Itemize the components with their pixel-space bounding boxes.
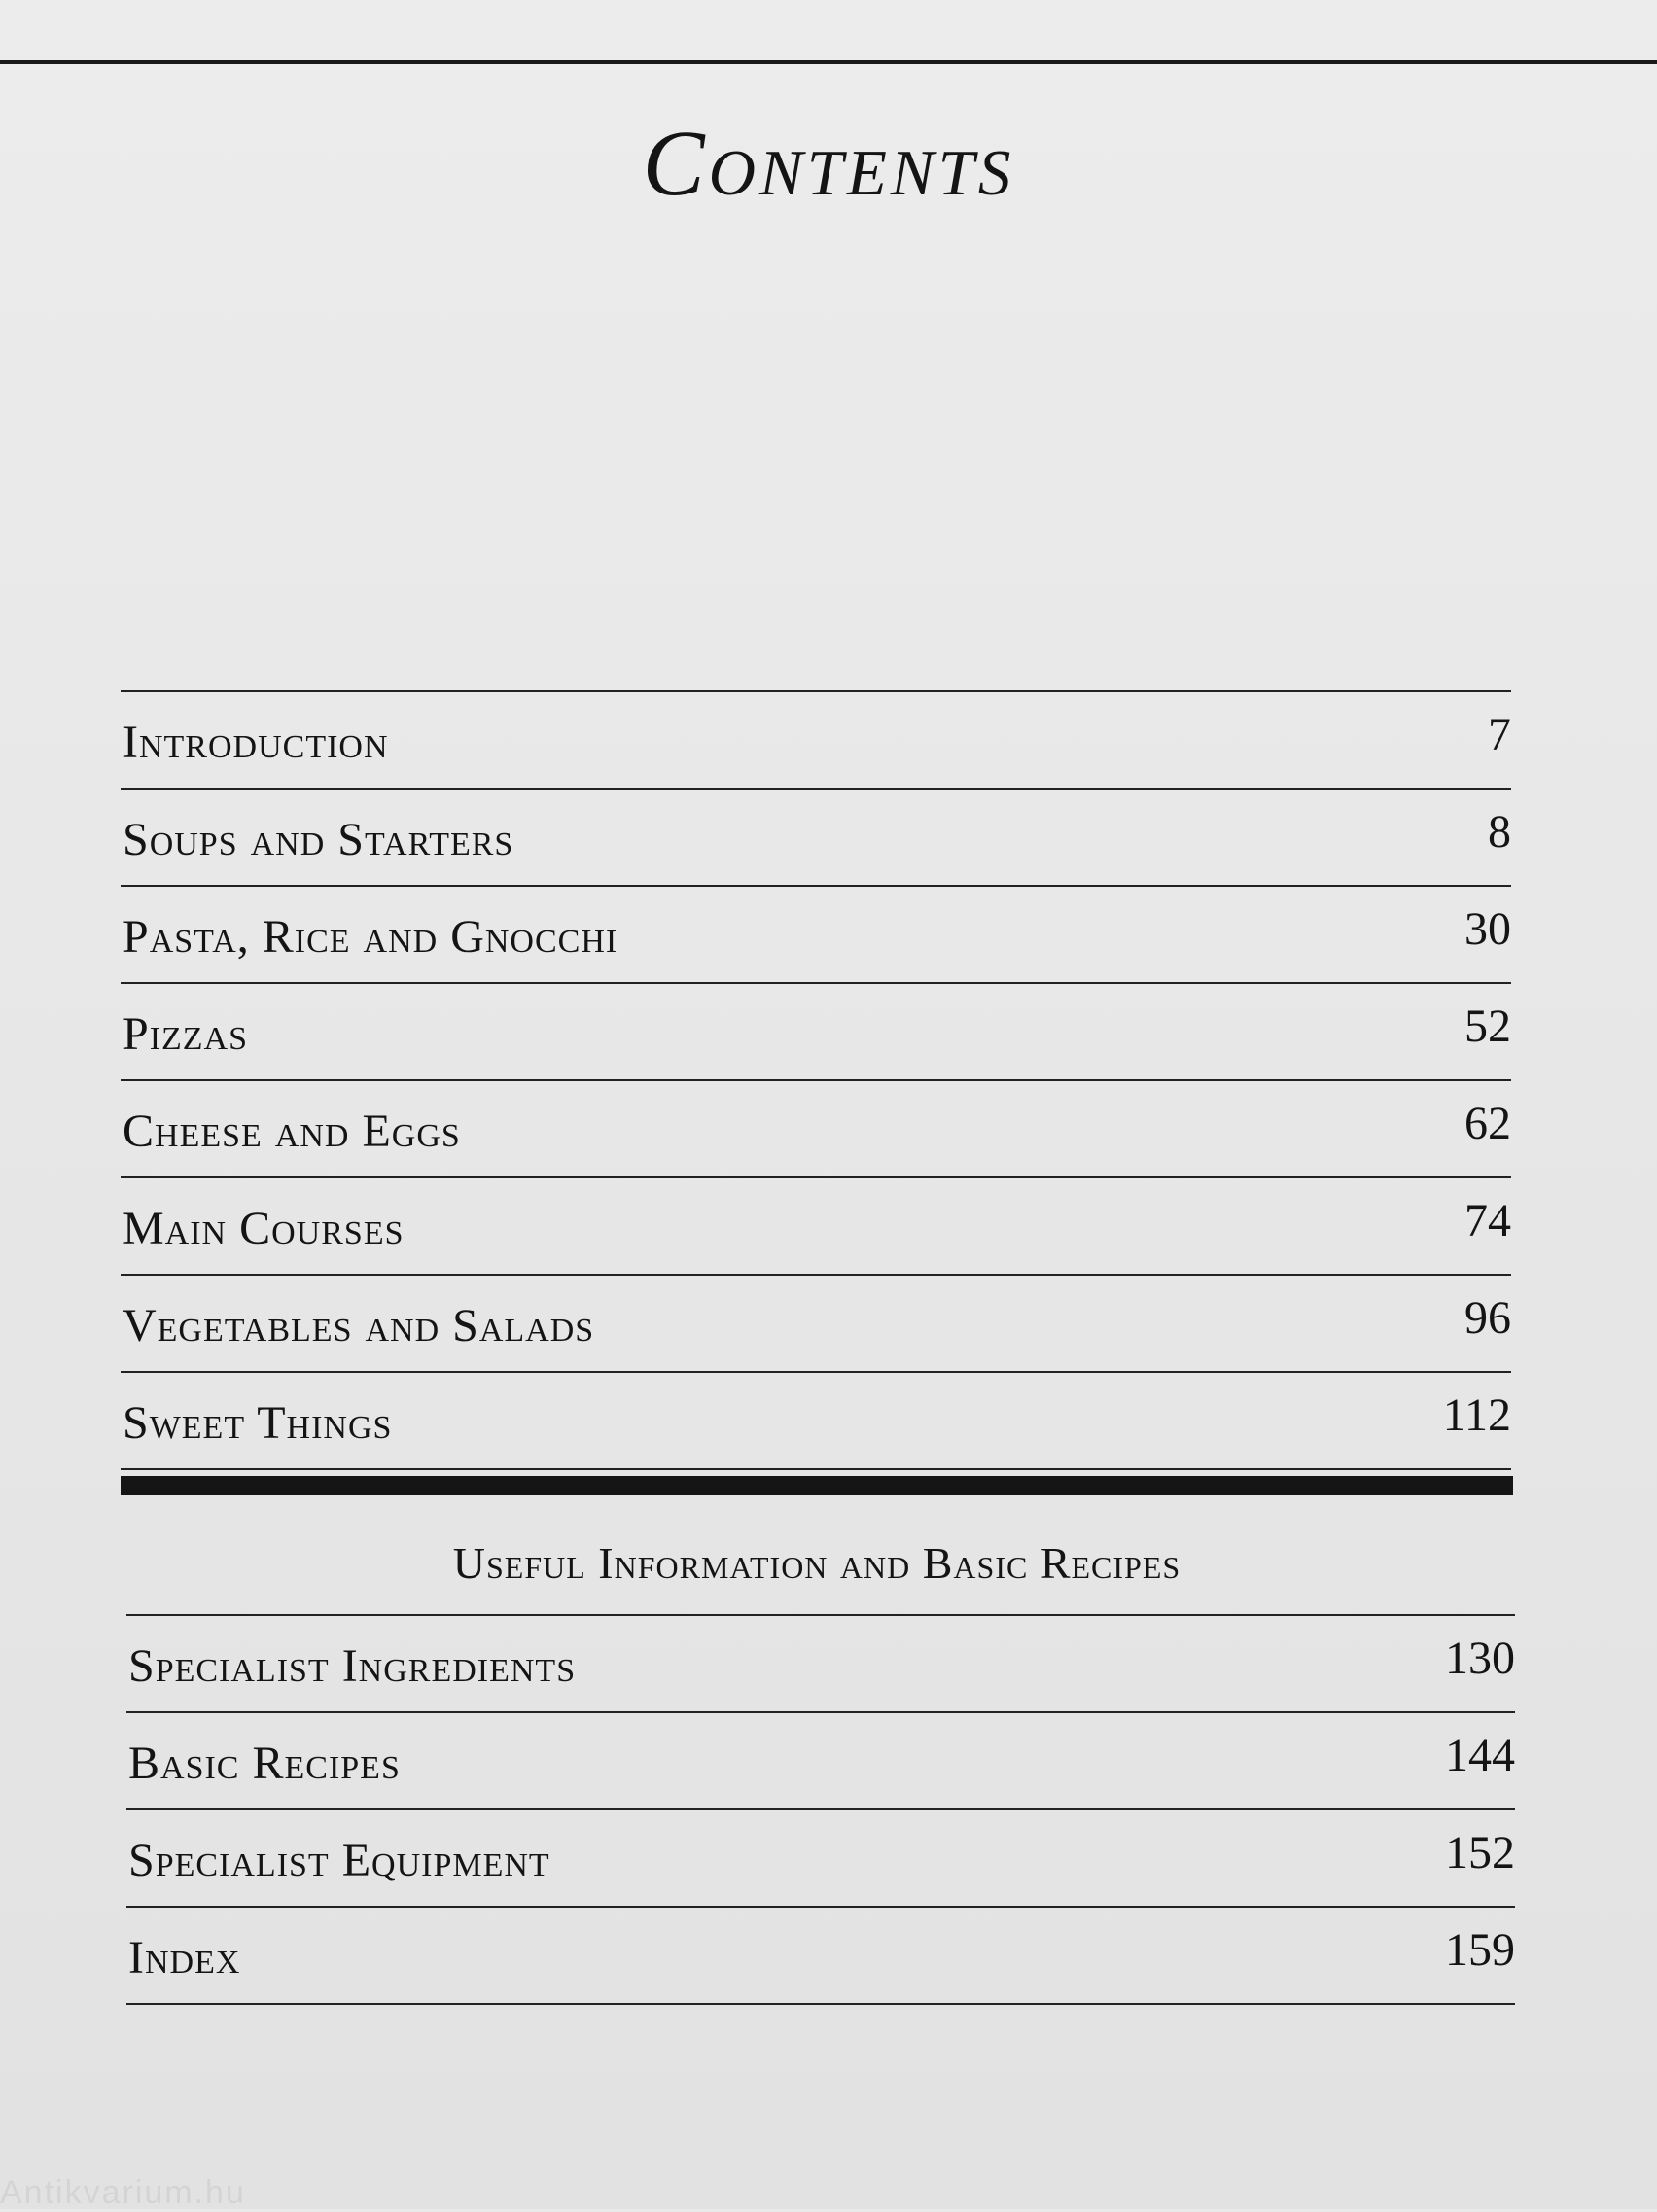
toc-entry-cheese-and-eggs: [121, 1081, 1511, 1178]
toc-entry-page: 130: [1445, 1633, 1515, 1684]
watermark: Antikvarium.hu: [0, 2174, 246, 2211]
toc-entry-page: 52: [1464, 1001, 1511, 1052]
toc-entry-label: Soups and Starters: [123, 814, 514, 865]
contents-list: [121, 690, 1511, 1470]
toc-entry-pasta-rice-gnocchi: [121, 887, 1511, 984]
section-divider-bar: [121, 1476, 1513, 1495]
toc-entry-soups-and-starters: [121, 790, 1511, 887]
reference-list: [126, 1614, 1515, 2005]
toc-entry-sweet-things: [121, 1373, 1511, 1470]
toc-entry-label: Specialist Ingredients: [128, 1640, 577, 1692]
toc-entry-pizzas: [121, 984, 1511, 1081]
toc-entry-index: [126, 1908, 1515, 2005]
toc-entry-label: Cheese and Eggs: [123, 1106, 461, 1157]
toc-entry-label: Pizzas: [123, 1008, 249, 1060]
page-title: Contents: [642, 111, 1015, 215]
toc-entry-label: Basic Recipes: [128, 1738, 401, 1789]
toc-entry-page: 152: [1445, 1827, 1515, 1878]
toc-entry-page: 159: [1445, 1924, 1515, 1976]
toc-entry-page: 62: [1464, 1098, 1511, 1149]
toc-entry-label: Sweet Things: [123, 1397, 393, 1449]
toc-entry-specialist-ingredients: [126, 1616, 1515, 1713]
toc-entry-label: Main Courses: [123, 1203, 405, 1254]
toc-entry-label: Pasta, Rice and Gnocchi: [123, 911, 618, 963]
toc-entry-main-courses: [121, 1178, 1511, 1276]
toc-entry-label: Introduction: [123, 717, 389, 768]
toc-entry-page: 112: [1442, 1389, 1511, 1441]
toc-entry-specialist-equipment: [126, 1810, 1515, 1908]
section-heading: Useful Information and Basic Recipes: [452, 1538, 1181, 1588]
toc-entry-page: 74: [1464, 1195, 1511, 1246]
toc-entry-basic-recipes: [126, 1713, 1515, 1810]
toc-entry-label: Specialist Equipment: [128, 1835, 550, 1886]
toc-entry-page: 7: [1488, 709, 1511, 760]
toc-entry-page: 96: [1464, 1292, 1511, 1344]
toc-entry-page: 30: [1464, 903, 1511, 955]
toc-entry-label: Vegetables and Salads: [123, 1300, 595, 1352]
top-rule: [0, 60, 1657, 64]
toc-entry-page: 8: [1488, 806, 1511, 858]
toc-entry-page: 144: [1445, 1730, 1515, 1781]
toc-entry-label: Index: [128, 1932, 241, 1984]
toc-entry-vegetables-and-salads: [121, 1276, 1511, 1373]
toc-entry-introduction: [121, 692, 1511, 790]
